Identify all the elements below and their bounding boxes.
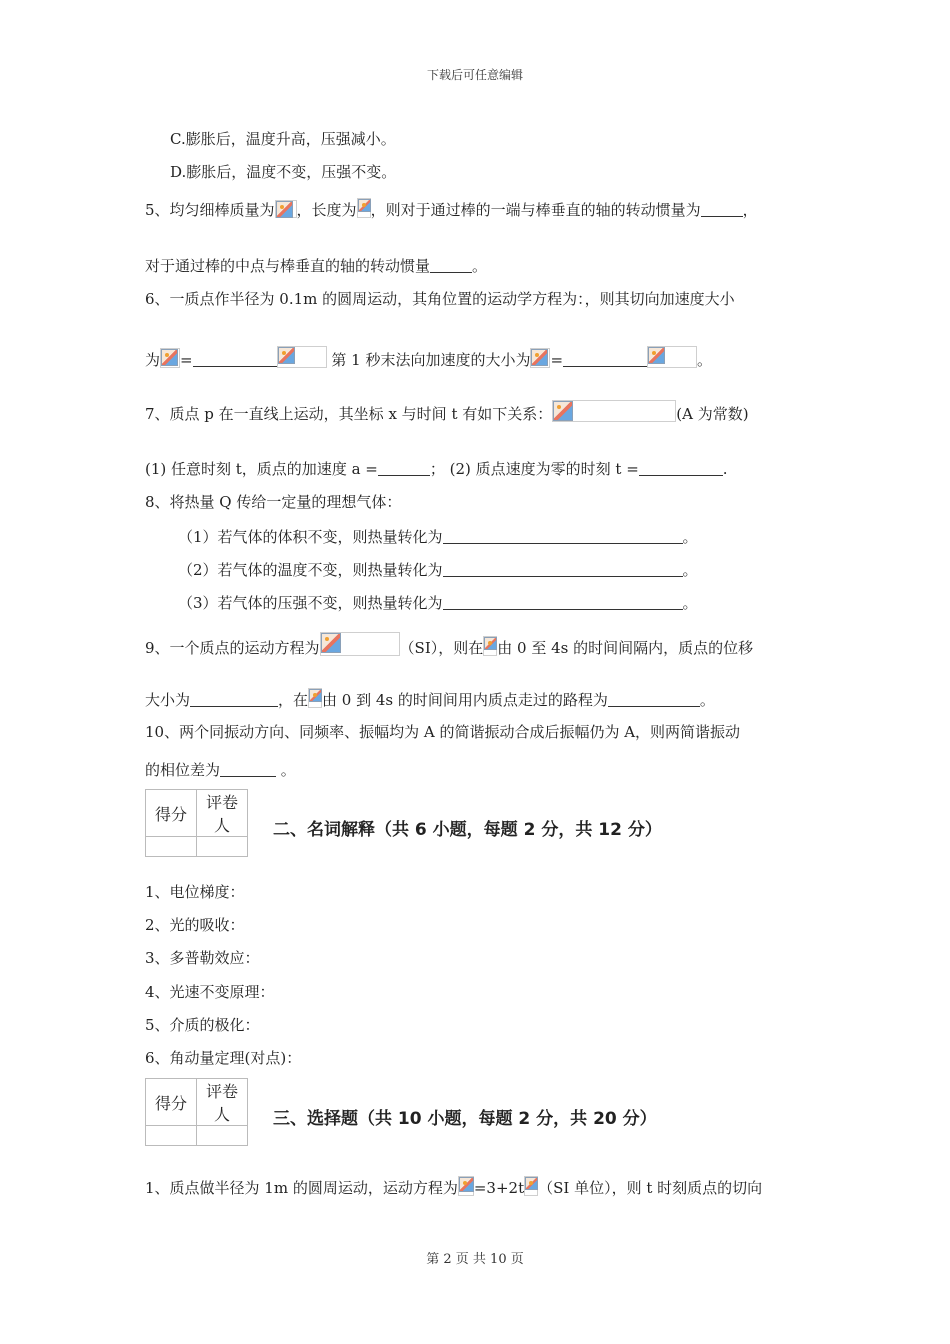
answer-blank[interactable] xyxy=(701,202,743,217)
formula-image-icon xyxy=(275,200,297,218)
page-footer: 第 2 页 共 10 页 xyxy=(426,1252,524,1267)
section-2-item: 2、光的吸收： xyxy=(145,916,245,934)
score-table xyxy=(145,1078,248,1146)
formula-image-icon xyxy=(647,346,697,368)
question-8: 8、将热量 Q 传给一定量的理想气体： xyxy=(145,493,402,511)
grader-cell[interactable] xyxy=(197,837,248,857)
formula-image-icon xyxy=(458,1176,474,1196)
section-2-item: 4、光速不变原理： xyxy=(145,983,275,1001)
formula-image-icon xyxy=(277,346,327,368)
question-10-line-2: 的相位差为 。 xyxy=(145,761,296,779)
formula-image-icon xyxy=(357,198,371,218)
section-2-title: 二、名词解释（共 6 小题，每题 2 分，共 12 分） xyxy=(273,820,662,840)
question-8-item-1: （1）若气体的体积不变，则热量转化为 。 xyxy=(178,528,698,546)
formula-image-icon xyxy=(530,348,550,368)
formula-image-icon xyxy=(524,1176,538,1196)
question-6-line-1: 6、一质点作半径为 0.1m 的圆周运动，其角位置的运动学方程为：，则其切向加速度大小 xyxy=(145,290,735,308)
option-d: D.膨胀后，温度不变，压强不变。 xyxy=(170,163,397,181)
answer-blank[interactable] xyxy=(443,562,683,577)
question-7-line-2: (1) 任意时刻 t，质点的加速度 a = ； (2) 质点速度为零的时刻 t = . xyxy=(145,460,728,478)
answer-blank[interactable] xyxy=(193,352,277,367)
formula-image-icon xyxy=(483,636,497,656)
answer-blank[interactable] xyxy=(639,461,723,476)
formula-image-icon xyxy=(308,688,322,708)
score-table xyxy=(145,789,248,857)
page-header: 下载后可任意编辑 xyxy=(426,68,523,82)
answer-blank[interactable] xyxy=(220,762,276,777)
answer-blank[interactable] xyxy=(443,595,683,610)
question-5-line-1: 5、均匀细棒质量为 ，长度为 ，则对于通过棒的一端与棒垂直的轴的转动惯量为 ， xyxy=(145,198,758,221)
grader-cell[interactable] xyxy=(197,1126,248,1146)
section-2-item: 1、电位梯度： xyxy=(145,883,245,901)
section-3-question-1: 1、质点做半径为 1m 的圆周运动，运动方程为 =3+2t （SI 单位），则 t 时刻质点的切向 xyxy=(145,1176,762,1199)
question-9-line-1: 9、一个质点的运动方程为 （SI），则在 由 0 至 4s 的时间间隔内，质点的位移 xyxy=(145,632,753,659)
formula-image-icon xyxy=(160,348,180,368)
formula-image-icon xyxy=(552,400,676,422)
section-2-item: 3、多普勒效应： xyxy=(145,949,260,967)
option-c: C.膨胀后，温度升高，压强减小。 xyxy=(170,130,396,148)
question-7-line-1: 7、质点 p 在一直线上运动，其坐标 x 与时间 t 有如下关系： (A 为常数) xyxy=(145,400,749,425)
answer-blank[interactable] xyxy=(443,529,683,544)
formula-image-icon xyxy=(320,632,400,656)
grader-header: 评卷人 xyxy=(197,790,248,837)
section-3-title: 三、选择题（共 10 小题，每题 2 分，共 20 分） xyxy=(273,1109,657,1129)
answer-blank[interactable] xyxy=(190,692,278,707)
question-6-line-2: 为 = 第 1 秒末法向加速度的大小为 = 。 xyxy=(145,346,712,371)
section-2-item: 6、角动量定理(对点)： xyxy=(145,1049,302,1067)
answer-blank[interactable] xyxy=(563,352,647,367)
section-2-item: 5、介质的极化： xyxy=(145,1016,260,1034)
answer-blank[interactable] xyxy=(430,258,472,273)
answer-blank[interactable] xyxy=(608,692,700,707)
score-header: 得分 xyxy=(146,790,197,837)
grader-header: 评卷人 xyxy=(197,1079,248,1126)
question-8-item-3: （3）若气体的压强不变，则热量转化为 。 xyxy=(178,594,698,612)
score-cell[interactable] xyxy=(146,1126,197,1146)
score-cell[interactable] xyxy=(146,837,197,857)
question-8-item-2: （2）若气体的温度不变，则热量转化为 。 xyxy=(178,561,698,579)
question-5-line-2: 对于通过棒的中点与棒垂直的轴的转动惯量 。 xyxy=(145,257,488,275)
question-10-line-1: 10、两个同振动方向、同频率、振幅均为 A 的简谐振动合成后振幅仍为 A，则两简谐振动 xyxy=(145,723,741,741)
question-9-line-2: 大小为 ，在 由 0 到 4s 的时间间用内质点走过的路程为 。 xyxy=(145,688,715,711)
score-header: 得分 xyxy=(146,1079,197,1126)
answer-blank[interactable] xyxy=(378,461,430,476)
